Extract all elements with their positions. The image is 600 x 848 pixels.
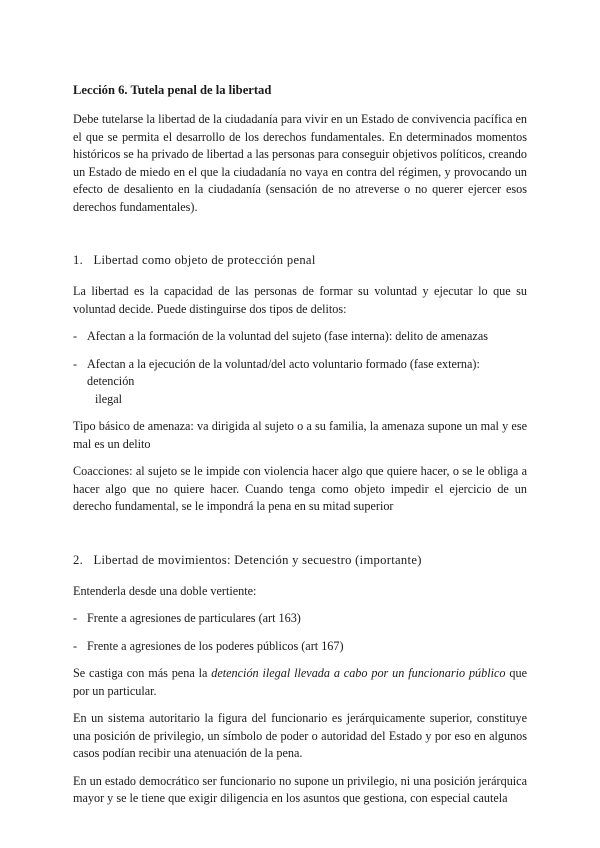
section-1-heading (73, 252, 527, 269)
list-item-text: Frente a agresiones de particulares (art 163) (87, 611, 301, 625)
bullet-dash: - (73, 329, 78, 343)
section-spacer (73, 226, 527, 252)
bullet-dash: - (73, 356, 78, 371)
intro-paragraph: Debe tutelarse la libertad de la ciudadanía para vivir en un Estado de convivencia pacífica en el que se permita el desarrollo de los derechos fundamentales. En determinados momentos históricos se ha privado de libertad a las personas para conseguir objetivos políticos, creando un Estado de miedo en el que la ciudadanía no vaya en contra del régimen, y provocando un efecto de desaliento en la ciudadanía (sensación de no atreverse o no querer ejercer esos derechos fundamentales). (73, 112, 527, 214)
lesson-title: Lección 6. Tutela penal de la libertad (73, 83, 272, 97)
section-1-number: 1. (73, 253, 84, 267)
list-item (73, 356, 527, 409)
list-item (73, 328, 527, 346)
emphasized-text: detención ilegal llevada a cabo por un funcionario público (211, 666, 506, 680)
section-spacer (73, 526, 527, 552)
list-item-text: Afectan a la ejecución de la voluntad/del acto voluntario formado (fase externa): detención (87, 356, 480, 388)
section-1-paragraph-2: Tipo básico de amenaza: va dirigida al sujeto o a su familia, la amenaza supone un mal y ese mal es un delito (73, 419, 527, 451)
section-1-paragraph-1: La libertad es la capacidad de las personas de formar su voluntad y ejecutar lo que su voluntad decide. Puede distinguirse dos tipos de delitos: (73, 284, 527, 316)
section-2-title: Libertad de movimientos: Detención y secuestro (importante) (93, 552, 422, 567)
section-2-paragraph-4: En un estado democrático ser funcionario no supone un privilegio, ni una posición jerárquica mayor y se le tiene que exigir diligencia en los asuntos que gestiona, con especial cautela (73, 773, 527, 805)
list-item-text: Afectan a la formación de la voluntad del sujeto (fase interna): delito de amenazas (87, 329, 488, 343)
section-1-title: Libertad como objeto de protección penal (93, 253, 316, 267)
section-2-number: 2. (73, 552, 84, 567)
bullet-dash: - (73, 638, 78, 653)
section-1-paragraph-3: Coacciones: al sujeto se le impide con violencia hacer algo que quiere hacer, o se le obliga a hacer algo que no quiere hacer. Cuando tenga como objeto impedir el ejercicio de un derecho fundamental, se le impondrá la pena en su mitad superior (73, 464, 527, 513)
bullet-dash: - (73, 611, 78, 625)
paragraph-text: Se castiga con más pena la (73, 666, 212, 680)
section-2-paragraph-1: Entenderla desde una doble vertiente: (73, 583, 257, 598)
section-2-heading (73, 552, 527, 569)
section-2-paragraph-2 (73, 665, 527, 700)
list-item (73, 638, 527, 656)
list-item (73, 610, 527, 628)
section-2-paragraph-3: En un sistema autoritario la figura del funcionario es jerárquicamente superior, constituye una posición de privilegio, un símbolo de poder o autoridad del Estado y por eso en algunos casos podían recibir una atenuación de la pena. (73, 711, 527, 760)
paragraph-text: que por un particular. (73, 666, 527, 698)
list-item-text: Frente a agresiones de los poderes públicos (art 167) (87, 638, 344, 653)
list-item-text-continued: ilegal (95, 391, 123, 406)
document-body (73, 82, 527, 818)
